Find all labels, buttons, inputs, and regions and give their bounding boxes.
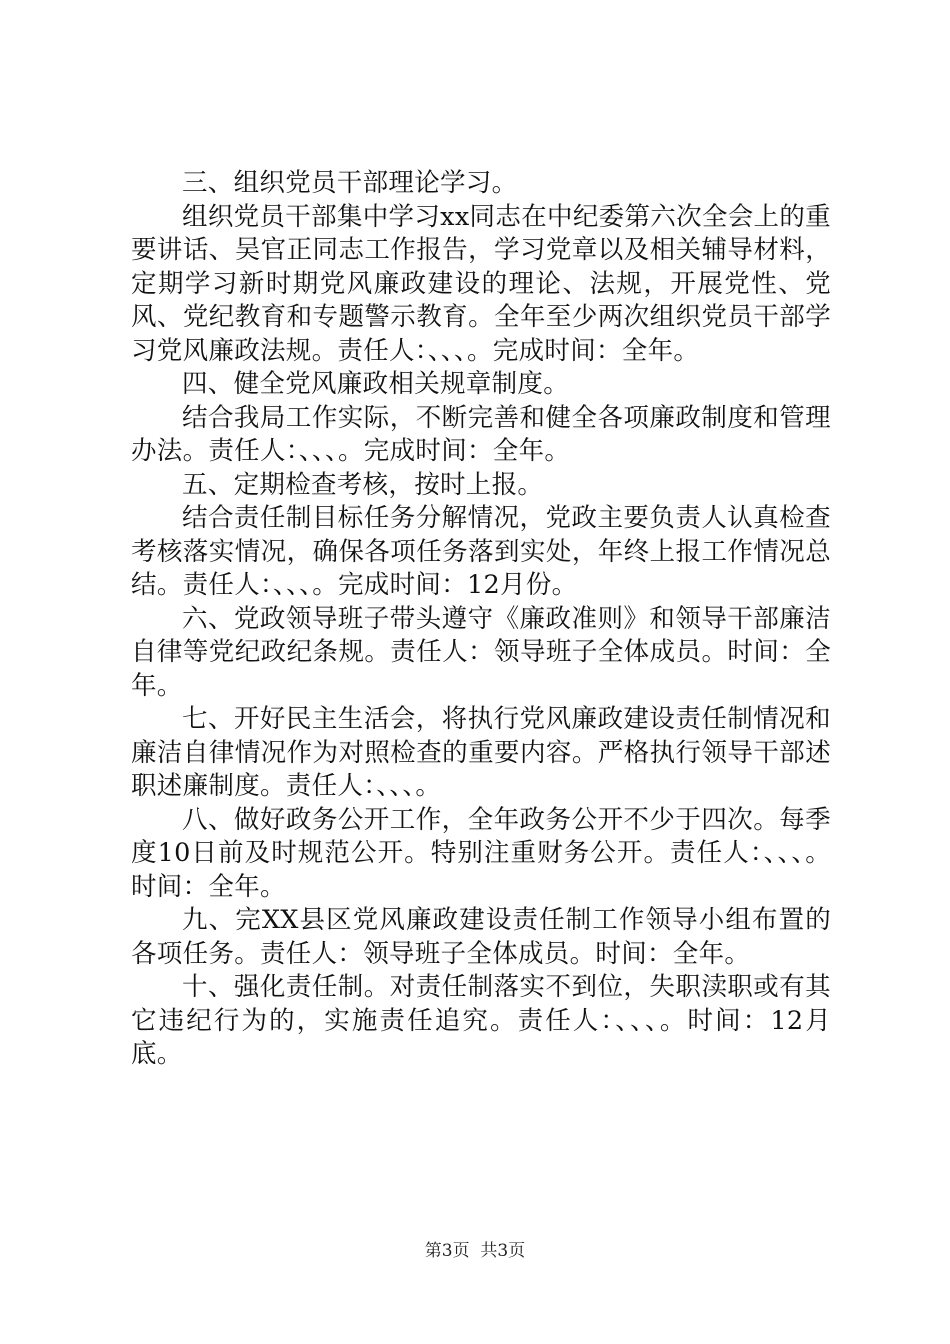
section-heading-5: 五、定期检查考核，按时上报。 — [182, 469, 544, 500]
paragraph: 结合我局工作实际，不断完善和健全各项廉政制度和管理办法。责任人：、、、。完成时间：全年。 — [131, 402, 831, 466]
section-item-8: 八、做好政务公开工作，全年政务公开不少于四次。每季度10日前及时规范公开。特别注重财务公开。责任人：、、、。时间：全年。 — [131, 804, 831, 902]
page-footer: 第3页 共3页 — [424, 1241, 526, 1261]
section-heading-4: 四、健全党风廉政相关规章制度。 — [182, 369, 570, 399]
section-item-6: 六、党政领导班子带头遵守《廉政准则》和领导干部廉洁自律等党纪政纪条规。责任人：领导班子全体成员。时间：全年。 — [131, 603, 831, 701]
paragraph: 结合责任制目标任务分解情况，党政主要负责人认真检查考核落实情况，确保各项任务落到实处，年终上报工作情况总结。责任人：、、、。完成时间：12月份。 — [131, 503, 831, 600]
paragraph: 组织党员干部集中学习xx同志在中纪委第六次全会上的重要讲话、吴官正同志工作报告，学习党章以及相关辅导材料，定期学习新时期党风廉政建设的理论、法规，开展党性、党风、党纪教育和专题警示教育。全年至少两次组织党员干部学习党风廉政法规。责任人：、、、。完成时间：全年。 — [131, 201, 831, 366]
section-heading-3: 三、组织党员干部理论学习。 — [182, 168, 518, 198]
section-item-9: 九、完XX县区党风廉政建设责任制工作领导小组布置的各项任务。责任人：领导班子全体成员。时间：全年。 — [131, 905, 831, 969]
document-body — [131, 167, 831, 1072]
section-item-10: 十、强化责任制。对责任制落实不到位，失职渎职或有其它违纪行为的，实施责任追究。责任人：、、、。时间：12月底。 — [131, 972, 831, 1069]
section-item-7: 七、开好民主生活会，将执行党风廉政建设责任制情况和廉洁自律情况作为对照检查的重要内容。严格执行领导干部述职述廉制度。责任人：、、、。 — [131, 704, 831, 801]
